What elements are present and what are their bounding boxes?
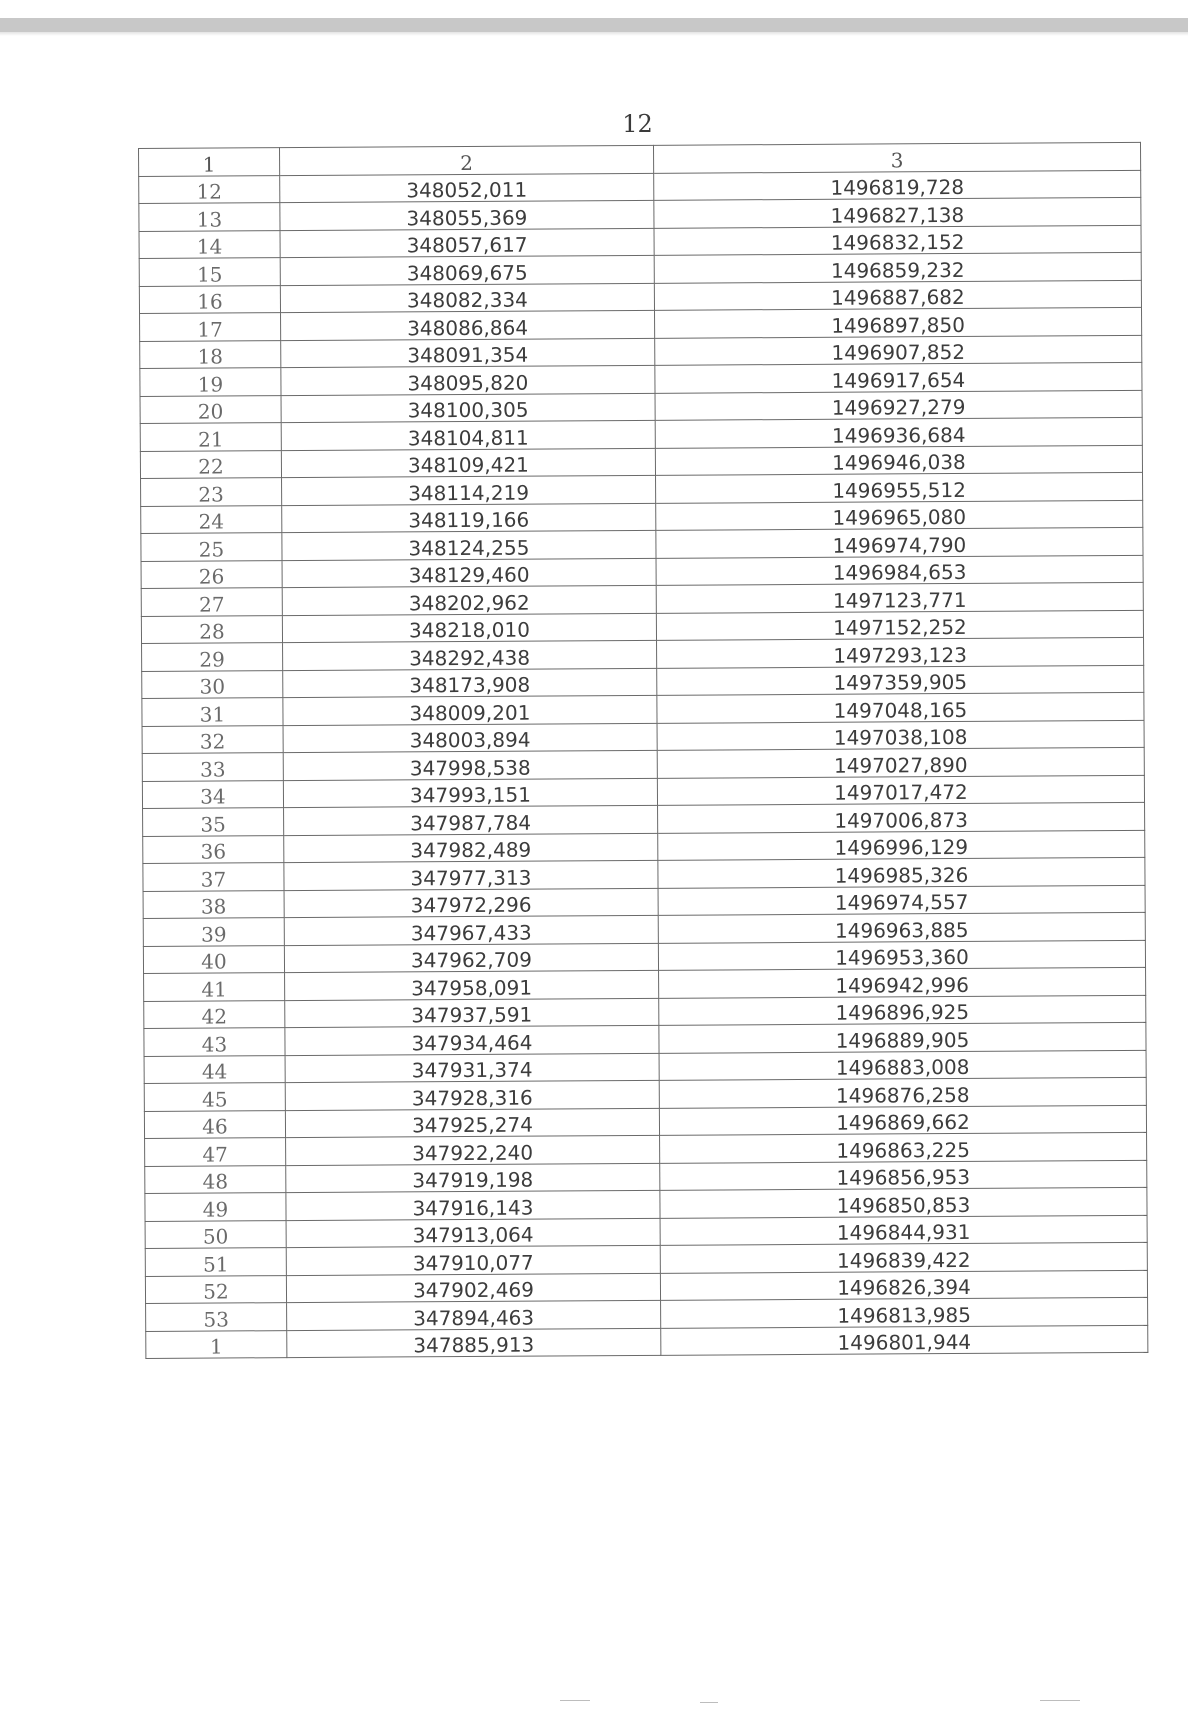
cell-x-coordinate: 347894,463 [287,1300,661,1330]
cell-y-coordinate: 1496984,653 [656,555,1143,585]
cell-y-coordinate: 1496876,258 [659,1077,1146,1107]
cell-x-coordinate: 347922,240 [286,1135,660,1165]
cell-point-number: 42 [144,1000,285,1028]
scan-speck [700,1702,718,1703]
cell-point-number: 41 [144,973,285,1001]
cell-point-number: 23 [141,478,282,506]
cell-point-number: 16 [139,285,280,313]
cell-y-coordinate: 1496889,905 [659,1022,1146,1052]
cell-y-coordinate: 1497038,108 [657,720,1144,750]
cell-y-coordinate: 1497123,771 [656,582,1143,612]
cell-point-number: 51 [145,1248,286,1276]
scan-speck [560,1700,590,1701]
cell-x-coordinate: 348173,908 [283,668,657,698]
cell-x-coordinate: 347885,913 [287,1328,661,1358]
cell-point-number: 35 [143,808,284,836]
page-number: 12 [622,110,653,138]
cell-x-coordinate: 348218,010 [282,613,656,643]
header-cell-x: 2 [280,145,654,175]
cell-y-coordinate: 1497027,890 [657,747,1144,777]
cell-y-coordinate: 1496974,557 [658,885,1145,915]
cell-y-coordinate: 1496844,931 [660,1215,1147,1245]
cell-x-coordinate: 348292,438 [283,640,657,670]
cell-x-coordinate: 347967,433 [284,915,658,945]
cell-point-number: 22 [140,450,281,478]
cell-y-coordinate: 1496813,985 [661,1297,1148,1327]
header-cell-y: 3 [653,142,1140,172]
cell-x-coordinate: 347910,077 [286,1245,660,1275]
cell-x-coordinate: 347962,709 [284,943,658,973]
cell-x-coordinate: 347919,198 [286,1163,660,1193]
cell-x-coordinate: 348055,369 [280,200,654,230]
cell-y-coordinate: 1496869,662 [659,1105,1146,1135]
cell-y-coordinate: 1496883,008 [659,1050,1146,1080]
cell-point-number: 34 [142,780,283,808]
cell-x-coordinate: 347987,784 [284,805,658,835]
cell-y-coordinate: 1496826,394 [660,1270,1147,1300]
cell-point-number: 40 [143,945,284,973]
cell-point-number: 48 [145,1165,286,1193]
cell-point-number: 39 [143,918,284,946]
cell-point-number: 19 [140,368,281,396]
cell-point-number: 14 [139,230,280,258]
scan-edge-bar [0,18,1188,32]
cell-x-coordinate: 347972,296 [284,888,658,918]
cell-point-number: 53 [146,1303,287,1331]
cell-point-number: 20 [140,395,281,423]
cell-point-number: 25 [141,533,282,561]
cell-y-coordinate: 1497359,905 [657,665,1144,695]
cell-y-coordinate: 1496839,422 [660,1242,1147,1272]
cell-point-number: 1 [146,1330,287,1358]
cell-x-coordinate: 347902,469 [286,1273,660,1303]
header-cell-point: 1 [139,148,280,176]
cell-y-coordinate: 1497006,873 [658,802,1145,832]
cell-x-coordinate: 348003,894 [283,723,657,753]
cell-point-number: 27 [141,588,282,616]
scan-edge-shadow [0,32,1188,36]
cell-point-number: 18 [140,340,281,368]
cell-x-coordinate: 347998,538 [283,750,657,780]
cell-point-number: 30 [142,670,283,698]
cell-point-number: 33 [142,753,283,781]
cell-x-coordinate: 348124,255 [282,530,656,560]
cell-x-coordinate: 347913,064 [286,1218,660,1248]
cell-point-number: 31 [142,698,283,726]
cell-point-number: 46 [144,1110,285,1138]
table-row [146,1325,1148,1359]
cell-point-number: 21 [140,423,281,451]
cell-y-coordinate: 1496974,790 [656,527,1143,557]
cell-x-coordinate: 347928,316 [285,1080,659,1110]
cell-point-number: 47 [145,1138,286,1166]
cell-y-coordinate: 1497017,472 [657,775,1144,805]
cell-x-coordinate: 348069,675 [280,255,654,285]
cell-point-number: 49 [145,1193,286,1221]
cell-y-coordinate: 1496859,232 [654,252,1141,282]
cell-point-number: 17 [140,313,281,341]
cell-y-coordinate: 1496936,684 [655,417,1142,447]
cell-x-coordinate: 348100,305 [281,393,655,423]
cell-y-coordinate: 1496996,129 [658,830,1145,860]
cell-point-number: 32 [142,725,283,753]
coordinates-table [138,142,1148,1359]
cell-x-coordinate: 348202,962 [282,585,656,615]
cell-x-coordinate: 348119,166 [282,503,656,533]
cell-x-coordinate: 347977,313 [284,860,658,890]
cell-x-coordinate: 347958,091 [285,970,659,1000]
cell-x-coordinate: 347993,151 [283,778,657,808]
table-body [139,142,1148,1358]
cell-point-number: 38 [143,890,284,918]
cell-x-coordinate: 347925,274 [285,1108,659,1138]
cell-y-coordinate: 1496917,654 [655,362,1142,392]
cell-point-number: 50 [145,1220,286,1248]
cell-point-number: 28 [141,615,282,643]
cell-y-coordinate: 1496887,682 [654,280,1141,310]
cell-y-coordinate: 1496985,326 [658,857,1145,887]
cell-y-coordinate: 1497048,165 [657,692,1144,722]
cell-y-coordinate: 1496953,360 [658,940,1145,970]
cell-y-coordinate: 1496856,953 [660,1160,1147,1190]
cell-point-number: 45 [144,1083,285,1111]
cell-x-coordinate: 347934,464 [285,1025,659,1055]
cell-point-number: 52 [145,1275,286,1303]
cell-x-coordinate: 348114,219 [282,475,656,505]
cell-y-coordinate: 1496946,038 [655,445,1142,475]
cell-x-coordinate: 348052,011 [280,173,654,203]
cell-x-coordinate: 348104,811 [281,420,655,450]
cell-y-coordinate: 1497293,123 [657,637,1144,667]
cell-x-coordinate: 348009,201 [283,695,657,725]
cell-y-coordinate: 1496832,152 [654,225,1141,255]
cell-y-coordinate: 1496963,885 [658,912,1145,942]
cell-y-coordinate: 1496827,138 [654,197,1141,227]
cell-y-coordinate: 1496863,225 [660,1132,1147,1162]
cell-point-number: 43 [144,1028,285,1056]
cell-point-number: 26 [141,560,282,588]
cell-x-coordinate: 348091,354 [281,338,655,368]
cell-y-coordinate: 1496896,925 [659,995,1146,1025]
cell-y-coordinate: 1496897,850 [655,307,1142,337]
cell-y-coordinate: 1496942,996 [659,967,1146,997]
cell-x-coordinate: 347982,489 [284,833,658,863]
cell-point-number: 24 [141,505,282,533]
cell-point-number: 15 [139,258,280,286]
cell-x-coordinate: 348057,617 [280,228,654,258]
cell-x-coordinate: 348086,864 [281,310,655,340]
cell-x-coordinate: 348129,460 [282,558,656,588]
cell-y-coordinate: 1496850,853 [660,1187,1147,1217]
cell-point-number: 44 [144,1055,285,1083]
cell-point-number: 36 [143,835,284,863]
cell-y-coordinate: 1496819,728 [654,170,1141,200]
cell-y-coordinate: 1496927,279 [655,390,1142,420]
cell-x-coordinate: 348109,421 [281,448,655,478]
cell-x-coordinate: 347916,143 [286,1190,660,1220]
cell-point-number: 12 [139,175,280,203]
cell-x-coordinate: 347937,591 [285,998,659,1028]
cell-y-coordinate: 1496907,852 [655,335,1142,365]
cell-y-coordinate: 1496801,944 [661,1325,1148,1355]
cell-point-number: 29 [142,643,283,671]
coordinates-table-container [138,142,1147,1359]
cell-x-coordinate: 347931,374 [285,1053,659,1083]
cell-y-coordinate: 1496965,080 [656,500,1143,530]
scan-speck [1040,1700,1080,1701]
cell-x-coordinate: 348082,334 [280,283,654,313]
cell-point-number: 37 [143,863,284,891]
cell-point-number: 13 [139,203,280,231]
cell-y-coordinate: 1496955,512 [656,472,1143,502]
cell-y-coordinate: 1497152,252 [656,610,1143,640]
cell-x-coordinate: 348095,820 [281,365,655,395]
